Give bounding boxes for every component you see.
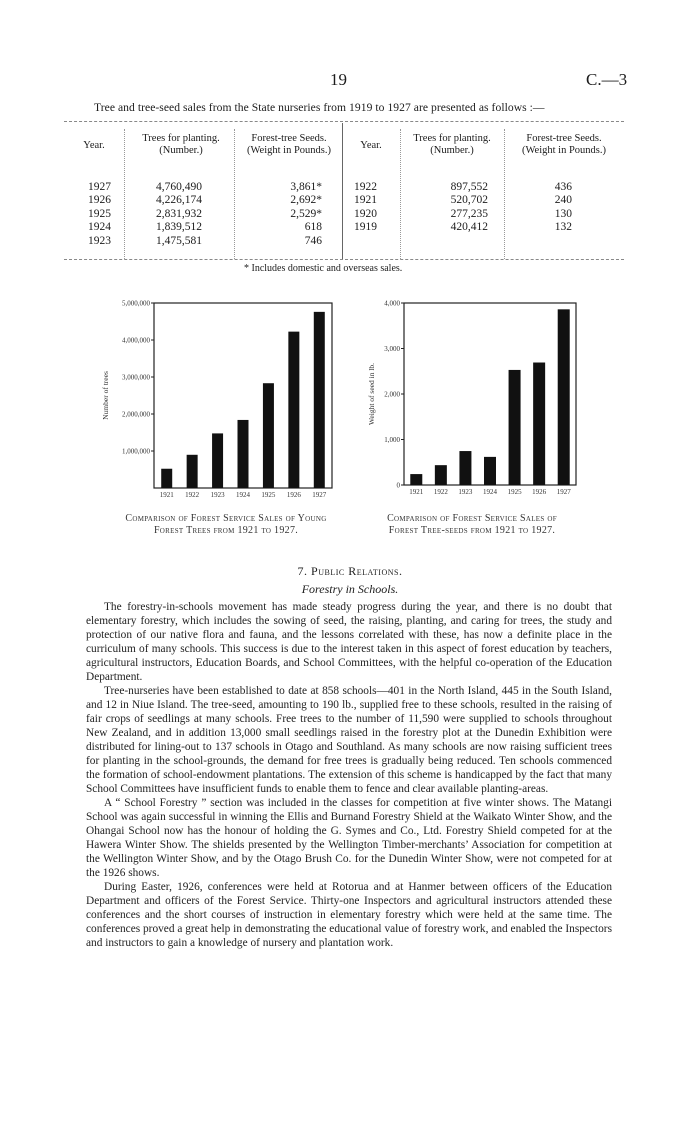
caption-line: Comparison of Forest Service Sales of — [387, 513, 557, 524]
page-number: 19 — [330, 70, 347, 89]
seeds-chart-svg — [364, 295, 586, 505]
bar-1924 — [238, 420, 249, 488]
header-trees-right — [400, 133, 504, 157]
table-footnote: * Includes domestic and overseas sales. — [244, 263, 403, 274]
bar-1926 — [288, 332, 299, 488]
table-bottom-rule — [64, 259, 624, 260]
table-cell: 1921 — [354, 194, 377, 207]
table-top-rule — [64, 121, 624, 122]
header-trees-line1: Trees for planting. — [142, 133, 220, 144]
section-body — [86, 600, 612, 950]
bar-1927 — [314, 312, 325, 488]
left-years-column — [88, 181, 111, 248]
document-reference: C.—3 — [586, 70, 628, 89]
bar-1927 — [558, 309, 570, 485]
header-seeds-line2: (Weight in Pounds.) — [246, 145, 332, 156]
x-tick-label: 1927 — [556, 488, 571, 496]
bar-1925 — [509, 370, 521, 485]
left-seeds-column — [244, 181, 322, 248]
caption-line: Forest Trees from 1921 to 1927. — [153, 525, 299, 536]
table-cell: 420,412 — [450, 221, 488, 234]
y-tick-label: 2,000 — [384, 390, 400, 399]
bar-1921 — [161, 469, 172, 488]
y-tick-label: 1,000,000 — [122, 447, 150, 456]
table-cell: 130 — [554, 207, 572, 220]
trees-chart-caption — [96, 513, 356, 537]
bar-1921 — [410, 474, 422, 485]
paragraph: The forestry-in-schools movement has made steady progress during the year, and there is no doubt that elementary forestry, which includes the sowing of seed, the raising, planting, and caring for trees, the study and protection of our native flora and fauna, and the lessons correlated with these, has now a definite place in the curriculum of many schools. This success is due to the interest taken in this aspect of forest education by teachers, agricultural instructors, Education Boards, and School Committees, with the helpful co-operation of the Education Department. — [86, 601, 612, 683]
seeds-chart-caption — [362, 513, 582, 537]
y-tick-label: 2,000,000 — [122, 410, 150, 419]
x-tick-label: 1921 — [409, 488, 424, 496]
table-cell: 1926 — [88, 194, 111, 207]
y-tick-label: 3,000,000 — [122, 373, 150, 382]
x-tick-label: 1925 — [507, 488, 522, 496]
table-cell: 1922 — [354, 181, 377, 193]
x-tick-label: 1921 — [159, 491, 174, 499]
header-trees-line2: (Number.) — [430, 145, 474, 156]
y-tick-label: 0 — [396, 481, 400, 490]
left-trees-column — [156, 181, 202, 248]
y-axis-label: Number of trees — [101, 371, 110, 420]
bar-1923 — [459, 451, 471, 485]
table-cell: 1925 — [88, 207, 111, 220]
bar-1922 — [187, 455, 198, 488]
header-trees-left — [126, 133, 236, 157]
bar-1924 — [484, 457, 496, 485]
table-cell: 1,475,581 — [156, 234, 202, 247]
table-cell: 1919 — [354, 221, 377, 234]
table-cell: 2,692* — [290, 194, 322, 207]
header-trees-line1: Trees for planting. — [413, 133, 491, 144]
table-intro: Tree and tree-seed sales from the State nurseries from 1919 to 1927 are presented as follows :— — [94, 101, 545, 114]
right-seeds-column — [510, 181, 572, 235]
table-cell: 436 — [554, 181, 572, 193]
trees-sales-chart — [96, 295, 348, 505]
header-seeds-line1: Forest-tree Seeds. — [251, 133, 327, 144]
x-tick-label: 1923 — [458, 488, 473, 496]
x-tick-label: 1922 — [185, 491, 200, 499]
caption-line: Forest Tree-seeds from 1921 to 1927. — [388, 525, 556, 536]
x-tick-label: 1926 — [286, 491, 301, 499]
header-seeds-right — [504, 133, 624, 157]
table-cell: 520,702 — [450, 194, 488, 207]
bar-1926 — [533, 363, 545, 485]
table-cell: 746 — [304, 234, 322, 247]
table-cell: 240 — [554, 194, 572, 207]
right-years-column — [354, 181, 377, 235]
table-cell: 277,235 — [450, 207, 488, 220]
section-subheading: Forestry in Schools. — [301, 582, 399, 596]
paragraph: During Easter, 1926, conferences were held at Rotorua and at Hanmer between officers of the Education Department and officers of the Forest Service. Thirty-one Inspectors and agricultural instructors attended these conferences and the short courses of instruction in elementary forestry which were held at the same time. The conferences proved a great help in demonstrating the educational value of forestry work, and enabled the Inspectors and instructors to gain a knowledge of nursery and plantation work. — [86, 881, 612, 949]
table-cell: 1923 — [88, 234, 111, 247]
paragraph: A “ School Forestry ” section was included in the classes for competition at five winter shows. The Matangi School was again successful in winning the Ellis and Burnand Forestry Shield at the Waikato Winter Show, and the Ohangai School now has the honour of holding the G. Symes and Co., Ltd. Forestry Shield competed for at the Hawera Winter Show. The shields presented by the Wellington Timber-merchants’ Association for competition at the Wellington Winter Show, and by the Otago Brush Co. for the Dunedin Winter Show, were not competed for at the 1926 shows. — [86, 797, 612, 879]
seeds-sales-chart — [364, 295, 586, 505]
table-cell: 132 — [554, 221, 572, 234]
y-tick-label: 4,000 — [384, 299, 400, 308]
bar-1922 — [435, 465, 447, 485]
header-year-left: Year. — [83, 140, 105, 151]
section-heading: 7. Public Relations. — [297, 564, 403, 578]
header-seeds-line1: Forest-tree Seeds. — [526, 133, 602, 144]
header-trees-line2: (Number.) — [159, 145, 203, 156]
x-tick-label: 1926 — [532, 488, 547, 496]
table-cell: 897,552 — [450, 181, 488, 193]
table-cell: 1924 — [88, 221, 111, 234]
y-tick-label: 1,000 — [384, 436, 400, 444]
table-cell: 3,861* — [290, 181, 322, 193]
bar-1925 — [263, 383, 274, 488]
table-cell: 4,226,174 — [156, 194, 202, 207]
y-tick-label: 3,000 — [384, 345, 400, 353]
table-cell: 2,529* — [290, 207, 322, 220]
table-cell: 1920 — [354, 207, 377, 220]
y-axis-label: Weight of seed in lb. — [367, 362, 376, 426]
table-cell: 4,760,490 — [156, 181, 202, 193]
table-cell: 2,831,932 — [156, 207, 202, 220]
y-tick-label: 5,000,000 — [122, 299, 150, 308]
page-header — [0, 70, 700, 94]
paragraph: Tree-nurseries have been established to date at 858 schools—401 in the North Island, 445 in the South Island, and 12 in Niue Island. The tree-seed, amounting to 190 lb., supplied free to these schools, resulted in the raising of fair crops of seedlings at many schools. Free trees to the number of 11,590 were supplied to schools throughout New Zealand, and in addition 13,000 small seedlings raised in the forestry plot at the Dunedin Exhibition were distributed for lining-out to 137 schools in Otago and Southland. As many schools are now raising sufficient trees for planting in the school-grounds, the demand for free trees is gradually being reduced. Ten schools commenced the formation of school-endowment plantations. The extension of this scheme is handicapped by the fact that many School Committees have insufficient funds to enable them to fence and clear available planting-areas. — [86, 685, 612, 795]
x-tick-label: 1924 — [236, 491, 250, 499]
x-tick-label: 1924 — [483, 488, 497, 496]
header-seeds-left — [236, 133, 342, 157]
header-year-right: Year. — [360, 140, 382, 151]
x-tick-label: 1927 — [312, 491, 327, 499]
divider — [124, 129, 125, 259]
trees-chart-svg — [96, 295, 348, 505]
table-cell: 1,839,512 — [156, 221, 202, 234]
x-tick-label: 1923 — [210, 491, 225, 499]
table-cell: 618 — [304, 221, 322, 234]
bar-1923 — [212, 433, 223, 488]
header-seeds-line2: (Weight in Pounds.) — [521, 145, 607, 156]
right-trees-column — [412, 181, 488, 235]
x-tick-label: 1925 — [261, 491, 276, 499]
x-tick-label: 1922 — [433, 488, 448, 496]
table-cell: 1927 — [88, 181, 111, 193]
y-tick-label: 4,000,000 — [122, 336, 150, 345]
sales-table — [64, 121, 624, 261]
caption-line: Comparison of Forest Service Sales of Young — [125, 513, 327, 524]
